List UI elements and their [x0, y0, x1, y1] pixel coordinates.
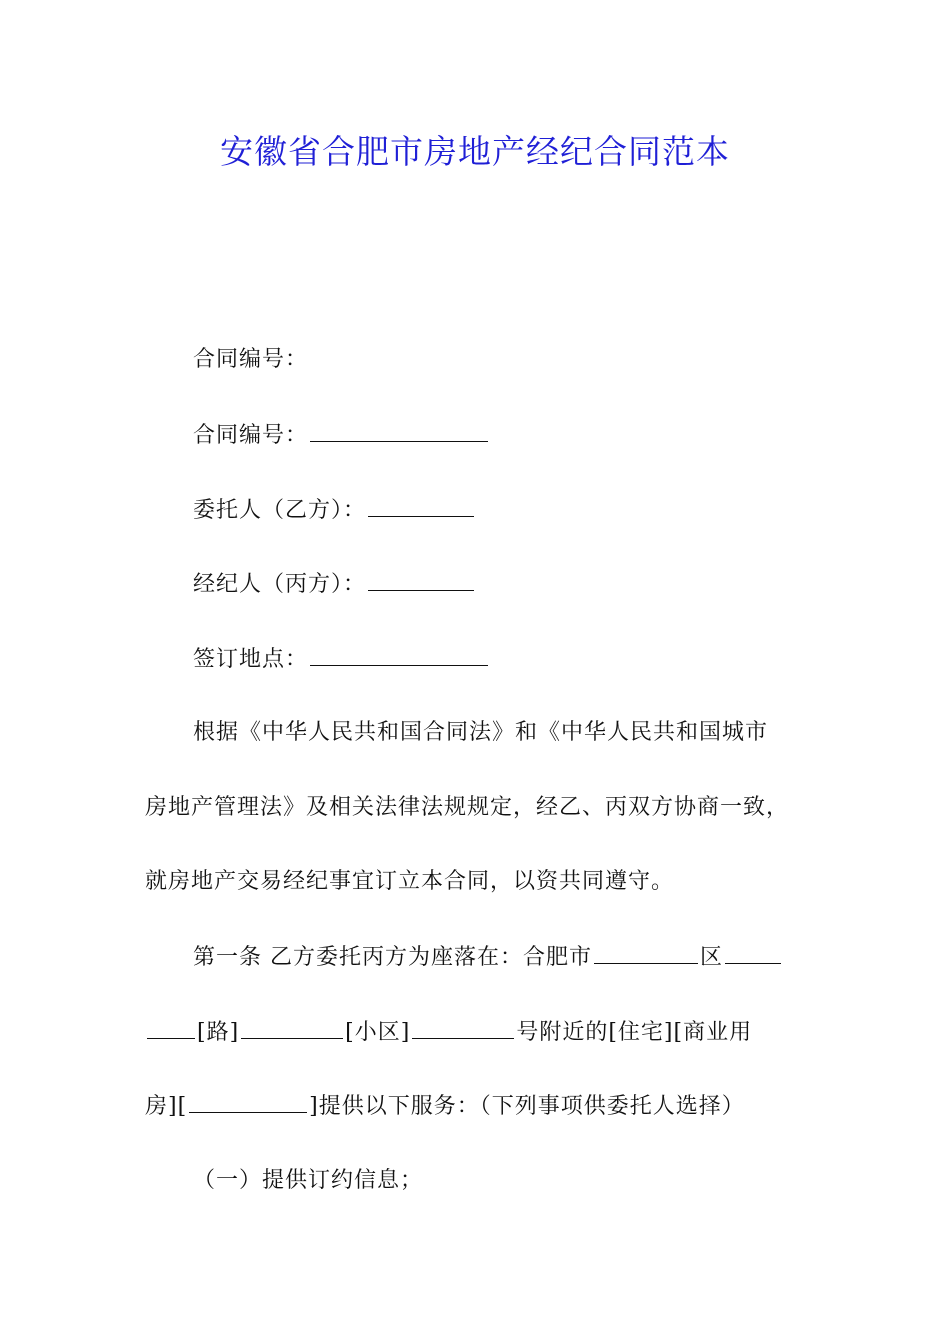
article-1-text-a: 第一条 乙方委托丙方为座落在：合肥市 — [193, 945, 592, 970]
service-item-1: （一）提供订约信息； — [193, 1168, 424, 1193]
road-blank[interactable] — [241, 1016, 343, 1039]
preamble-line-3: 就房地产交易经纪事宜订立本合同，以资共同遵守。 — [145, 869, 675, 894]
contract-number-label-2: 合同编号： — [193, 423, 309, 448]
signing-place-blank[interactable] — [310, 643, 488, 666]
preamble-line-1: 根据《中华人民共和国合同法》和《中华人民共和国城市 — [193, 720, 769, 745]
article-1-text-g: ]提供以下服务：（下列事项供委托人选择） — [309, 1094, 745, 1119]
city-blank[interactable] — [594, 941, 698, 964]
contract-number-text: 合同编号： — [193, 347, 309, 372]
client-field — [193, 494, 476, 527]
contract-number-field — [193, 419, 490, 452]
article-1-line-1 — [193, 941, 783, 974]
article-1-text-d: [小区] — [345, 1020, 411, 1045]
community-blank[interactable] — [412, 1016, 514, 1039]
article-1-text-f: 房][ — [145, 1094, 188, 1119]
article-1-line-2 — [145, 1016, 752, 1049]
article-1-text-b: 区 — [700, 945, 724, 970]
article-1-text-c: [路] — [197, 1020, 240, 1045]
district-blank[interactable] — [725, 941, 781, 964]
signing-place-field — [193, 643, 490, 676]
broker-blank[interactable] — [368, 568, 474, 591]
article-1-line-3 — [145, 1090, 745, 1123]
client-label: 委托人（乙方）： — [193, 498, 367, 523]
signing-place-label: 签订地点： — [193, 647, 309, 672]
contract-number-blank[interactable] — [310, 419, 488, 442]
preamble-line-2: 房地产管理法》及相关法律法规规定，经乙、丙双方协商一致， — [145, 795, 790, 820]
broker-field — [193, 568, 476, 601]
road-prefix-blank[interactable] — [147, 1016, 195, 1039]
broker-label: 经纪人（丙方）： — [193, 572, 367, 597]
client-blank[interactable] — [368, 494, 474, 517]
page-title: 安徽省合肥市房地产经纪合同范本 — [220, 132, 730, 171]
contract-number-label — [193, 344, 308, 376]
article-1-text-e: 号附近的[住宅][商业用 — [516, 1020, 753, 1045]
property-type-blank[interactable] — [189, 1090, 307, 1113]
